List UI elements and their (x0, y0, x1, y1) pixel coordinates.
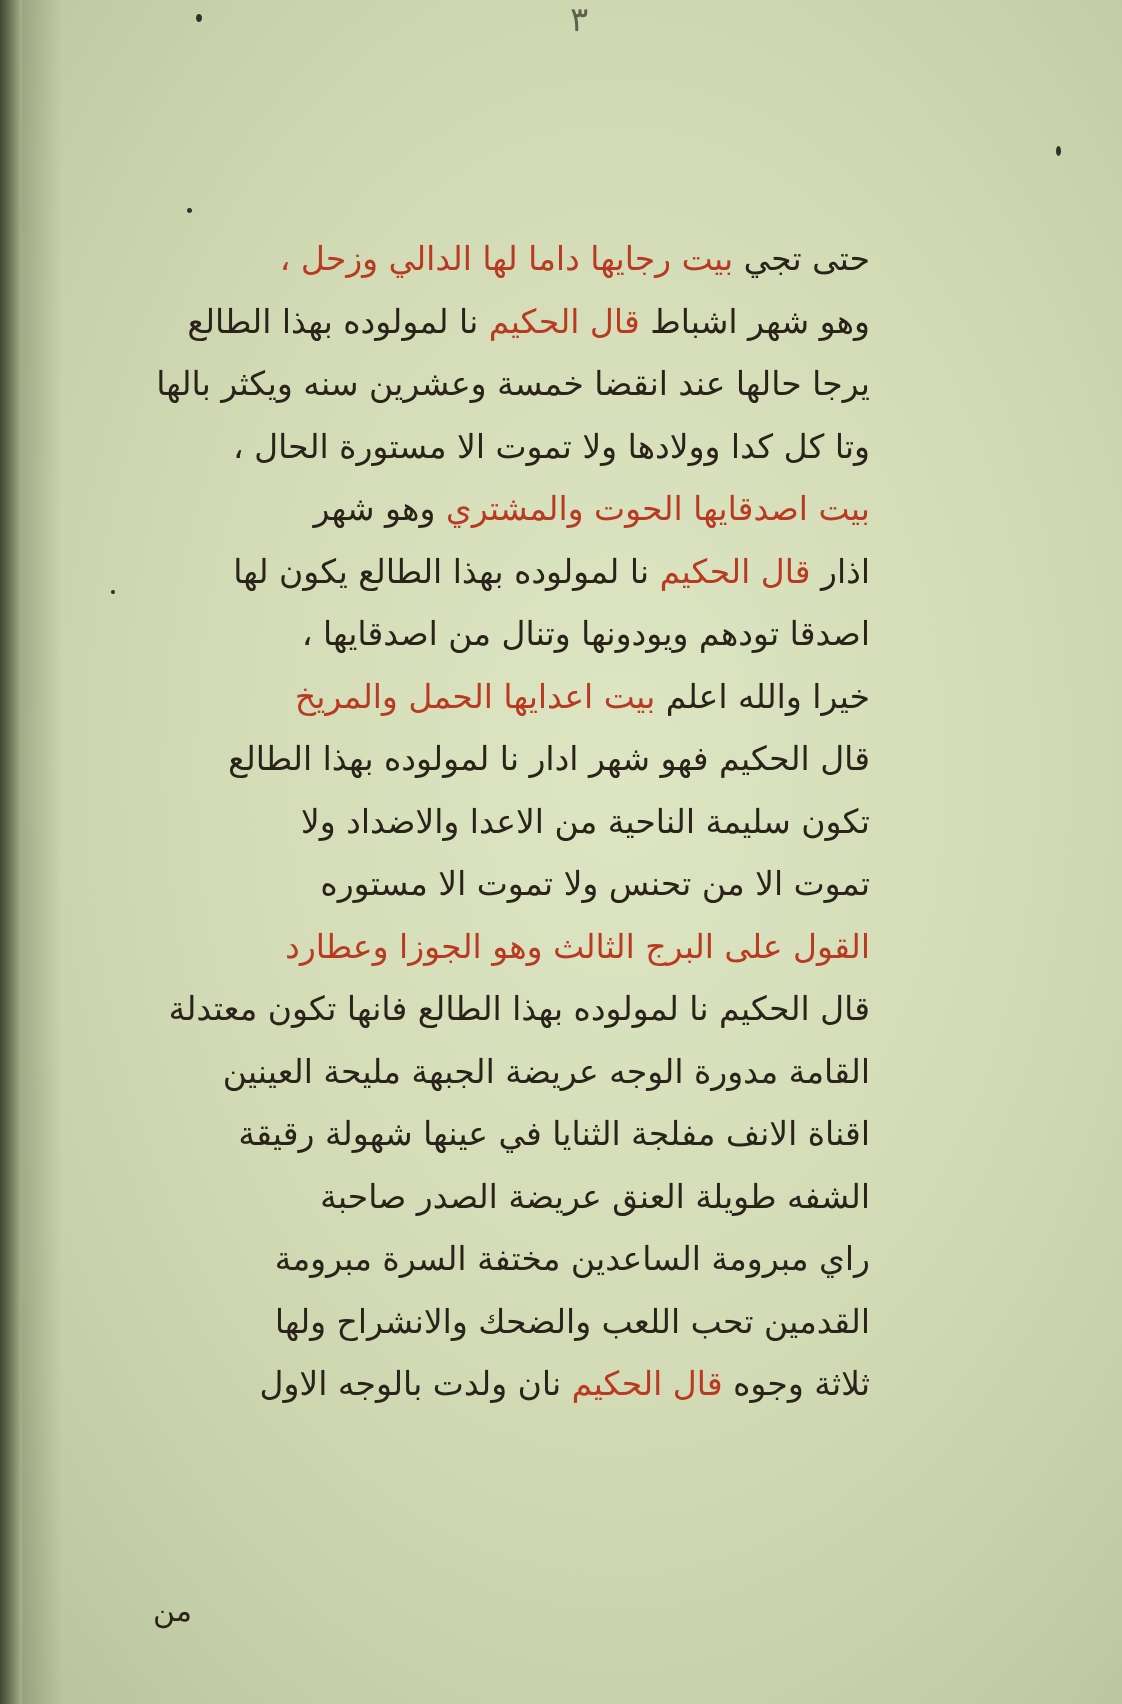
rubric-text: قال الحكيم (659, 551, 811, 591)
ink-speck (1056, 146, 1061, 156)
body-text: خيرا والله اعلم (655, 676, 870, 716)
text-line (140, 728, 870, 791)
body-text: الشفه طويلة العنق عريضة الصدر صاحبة (320, 1176, 870, 1216)
catchword: من (153, 1594, 192, 1629)
text-line (140, 978, 870, 1041)
text-line (140, 666, 870, 729)
body-text: تكون سليمة الناحية من الاعدا والاضداد ولا (300, 801, 870, 841)
body-text: اقناة الانف مفلجة الثنايا في عينها شهولة رقيقة (238, 1114, 870, 1153)
body-text: تموت الا من تحنس ولا تموت الا مستوره (320, 864, 870, 903)
text-line (140, 1166, 870, 1229)
body-text: حتى تجي (743, 239, 870, 278)
text-line (140, 603, 870, 666)
section-heading (140, 916, 870, 979)
text-line (140, 353, 870, 416)
rubric-text: بيت اعدايها الحمل والمريخ (294, 676, 656, 716)
body-text: راي مبرومة الساعدين مختفة السرة مبرومة (274, 1239, 870, 1278)
ink-speck (187, 208, 192, 213)
text-line (140, 1041, 870, 1104)
text-block (140, 228, 870, 1416)
text-line (140, 541, 870, 604)
rubric-text: بيت رجايها داما لها الدالي وزحل ، (279, 239, 744, 278)
text-line (140, 416, 870, 479)
gutter-shadow (22, 0, 62, 1704)
rubric-text: قال الحكيم (571, 1364, 723, 1403)
body-text: وهو شهر (313, 489, 446, 528)
body-text: ثلاثة وجوه (722, 1364, 870, 1403)
text-line (140, 228, 870, 291)
text-line (140, 478, 870, 541)
text-line (140, 1103, 870, 1166)
text-line (140, 1291, 870, 1354)
text-line (140, 853, 870, 916)
body-text: يرجا حالها عند انقضا خمسة وعشرين سنه ويكثر بالها (156, 364, 870, 403)
body-text: اصدقا تودهم ويودونها وتنال من اصدقايها ، (301, 614, 870, 653)
body-text: قال الحكيم فهو شهر ادار نا لمولوده بهذا الطالع (228, 739, 870, 778)
body-text: وهو شهر اشباط (639, 301, 870, 341)
body-text: نان ولدت بالوجه الاول (259, 1364, 572, 1403)
rubric-text: قال الحكيم (488, 301, 640, 341)
body-text: قال الحكيم نا لمولوده بهذا الطالع فانها تكون معتدلة (168, 989, 870, 1028)
text-line (140, 1228, 870, 1291)
text-line (140, 791, 870, 854)
body-text: اذار (810, 551, 870, 591)
binding-gutter (0, 0, 22, 1704)
body-text: القدمين تحب اللعب والضحك والانشراح ولها (274, 1301, 870, 1341)
folio-number: ٣ (570, 0, 589, 40)
rubric-text: القول على البرج الثالث وهو الجوزا وعطارد (285, 926, 870, 966)
text-line (140, 291, 870, 354)
text-line (140, 1353, 870, 1416)
body-text: نا لمولوده بهذا الطالع (187, 301, 489, 341)
ink-speck (196, 14, 202, 22)
body-text: القامة مدورة الوجه عريضة الجبهة مليحة العينين (222, 1051, 870, 1091)
rubric-text: بيت اصدقايها الحوت والمشتري (445, 489, 870, 528)
body-text: نا لمولوده بهذا الطالع يكون لها (233, 551, 660, 591)
ink-speck (111, 590, 115, 594)
body-text: وتا كل كدا وولادها ولا تموت الا مستورة الحال ، (232, 426, 870, 466)
